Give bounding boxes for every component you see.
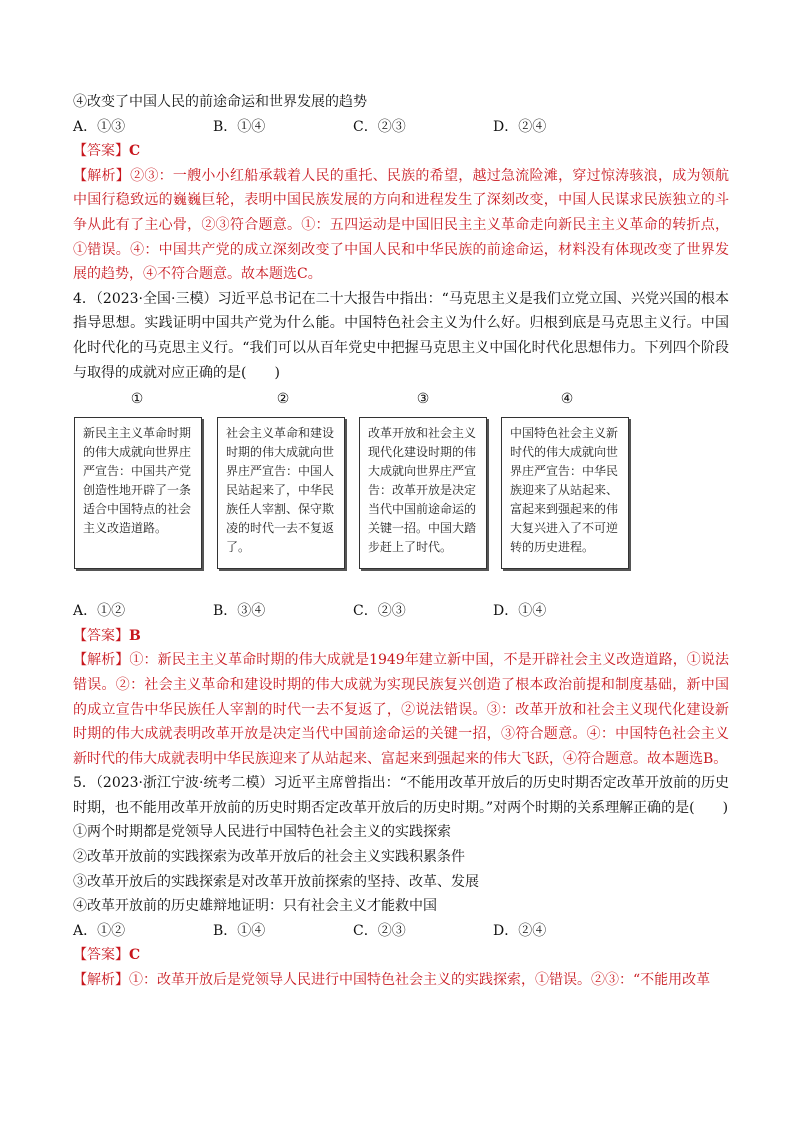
stage-box-3: 改革开放和社会主义现代化建设时期的伟大成就向世界庄严宣告：改革开放是决定当代中国前途命运的关键一招。中国大踏步赶上了时代。	[359, 417, 487, 569]
q3-option-a: A．①③	[73, 118, 126, 135]
q5-item-4: ④改革开放前的历史雄辩地证明：只有社会主义才能救中国	[73, 898, 437, 915]
analysis-text: ②③：一艘小小红船承载着人民的重托、民族的希望，越过急流险滩，穿过惊涛骇浪，成为领航中国行稳致远的巍巍巨轮，表明中国民族发展的方向和进程发生了深刻改变，中国人民谋求民族独立的斗争从此有了主心骨，②③符合题意。①：五四运动是中国旧民主主义革命走向新民主主义革命的转折点，①错误。④：中国共产党的成立深刻改变了中国人民和中华民族的前途命运，材料没有体现改变了世界发展的趋势，④不符合题意。故本题选C。	[73, 167, 730, 283]
analysis-label: 【解析】	[73, 167, 131, 184]
q4-answer	[73, 624, 729, 649]
answer-value: C	[129, 947, 141, 964]
q4-stem: 4．（2023·全国·三模）习近平总书记在二十大报告中指出：“马克思主义是我们立党立国、兴党兴国的根本指导思想。实践证明中国共产党为什么能。中国特色社会主义为什么好。归根到底是马克思主义行。中国化时代化的马克思主义行。“我们可以从百年党史中把握马克思主义中国化时代化思想伟力。下列四个阶段与取得的成就对应正确的是( )	[73, 290, 729, 381]
answer-label: 【答案】	[73, 143, 129, 160]
q3-option-d: D．②④	[493, 118, 547, 135]
q3-item-4: ④改变了中国人民的前途命运和世界发展的趋势	[73, 94, 367, 110]
q3-options	[73, 115, 729, 140]
stage-number-4: ④	[560, 391, 574, 408]
q5-option-b: B．①④	[213, 922, 266, 939]
q4-option-d: D．①④	[493, 603, 547, 620]
analysis-label: 【解析】	[73, 972, 129, 989]
stage-number-2: ②	[276, 391, 290, 408]
q5-option-c: C．②③	[353, 922, 406, 939]
q4-stage-boxes	[73, 391, 729, 591]
answer-value: B	[129, 627, 141, 644]
answer-label: 【答案】	[73, 627, 129, 644]
q4-option-b: B．③④	[213, 603, 266, 620]
q5-options	[73, 919, 729, 944]
q5-analysis	[73, 968, 729, 993]
answer-label: 【答案】	[73, 947, 129, 964]
page-content	[73, 90, 729, 993]
q3-option-c: C．②③	[353, 118, 406, 135]
q3-answer	[73, 139, 729, 164]
stage-box-2: 社会主义革命和建设时期的伟大成就向世界庄严宣告：中国人民站起来了，中华民族任人宰割、保守欺凌的时代一去不复返了。	[217, 417, 345, 569]
analysis-label: 【解析】	[73, 652, 130, 669]
analysis-text: ①：新民主主义革命时期的伟大成就是1949年建立新中国，不是开辟社会主义改造道路，①说法错误。②：社会主义革命和建设时期的伟大成就为实现民族复兴创造了根本政治前提和制度基础，新中国的成立宣告中华民族任人宰割的时代一去不复返了，②说法错误。③：改革开放和社会主义现代化建设新时期的伟大成就表明改革开放是决定当代中国前途命运的关键一招，③符合题意。④：中国特色社会主义新时代的伟大成就表明中华民族迎来了从站起来、富起来到强起来的伟大飞跃，④符合题意。故本题选B。	[73, 652, 729, 767]
q5-item-2: ②改革开放前的实践探索为改革开放后的社会主义实践积累条件	[73, 849, 465, 866]
stage-box-1: 新民主主义革命时期的伟大成就向世界庄严宣告：中国共产党创造性地开辟了一条适合中国特点的社会主义改造道路。	[74, 417, 202, 569]
stage-box-4: 中国特色社会主义新时代的伟大成就向世界庄严宣告：中华民族迎来了从站起来、富起来到强起来的伟大复兴进入了不可逆转的历史进程。	[501, 417, 629, 569]
q4-option-a: A．①②	[73, 603, 126, 620]
stage-number-1: ①	[130, 391, 144, 408]
analysis-text: ①：改革开放后是党领导人民进行中国特色社会主义的实践探索，①错误。②③：“不能用改革	[129, 972, 711, 989]
q5-option-a: A．①②	[73, 922, 126, 939]
q5-answer	[73, 943, 729, 968]
q4-option-c: C．②③	[353, 603, 406, 620]
q3-option-b: B．①④	[213, 118, 266, 135]
answer-value: C	[129, 143, 141, 160]
q5-option-d: D．②④	[493, 922, 547, 939]
q5-stem: 5．（2023·浙江宁波·统考二模）习近平主席曾指出：“不能用改革开放后的历史时期否定改革开放前的历史时期，也不能用改革开放前的历史时期否定改革开放后的历史时期。”对两个时期的关系理解正确的是( )	[73, 775, 729, 816]
q3-analysis	[73, 164, 729, 287]
q4-options	[73, 599, 729, 624]
q5-item-1: ①两个时期都是党领导人民进行中国特色社会主义的实践探索	[73, 824, 451, 841]
stage-number-3: ③	[416, 391, 430, 408]
q4-analysis	[73, 648, 729, 771]
q5-item-3: ③改革开放后的实践探索是对改革开放前探索的坚持、改革、发展	[73, 873, 479, 890]
